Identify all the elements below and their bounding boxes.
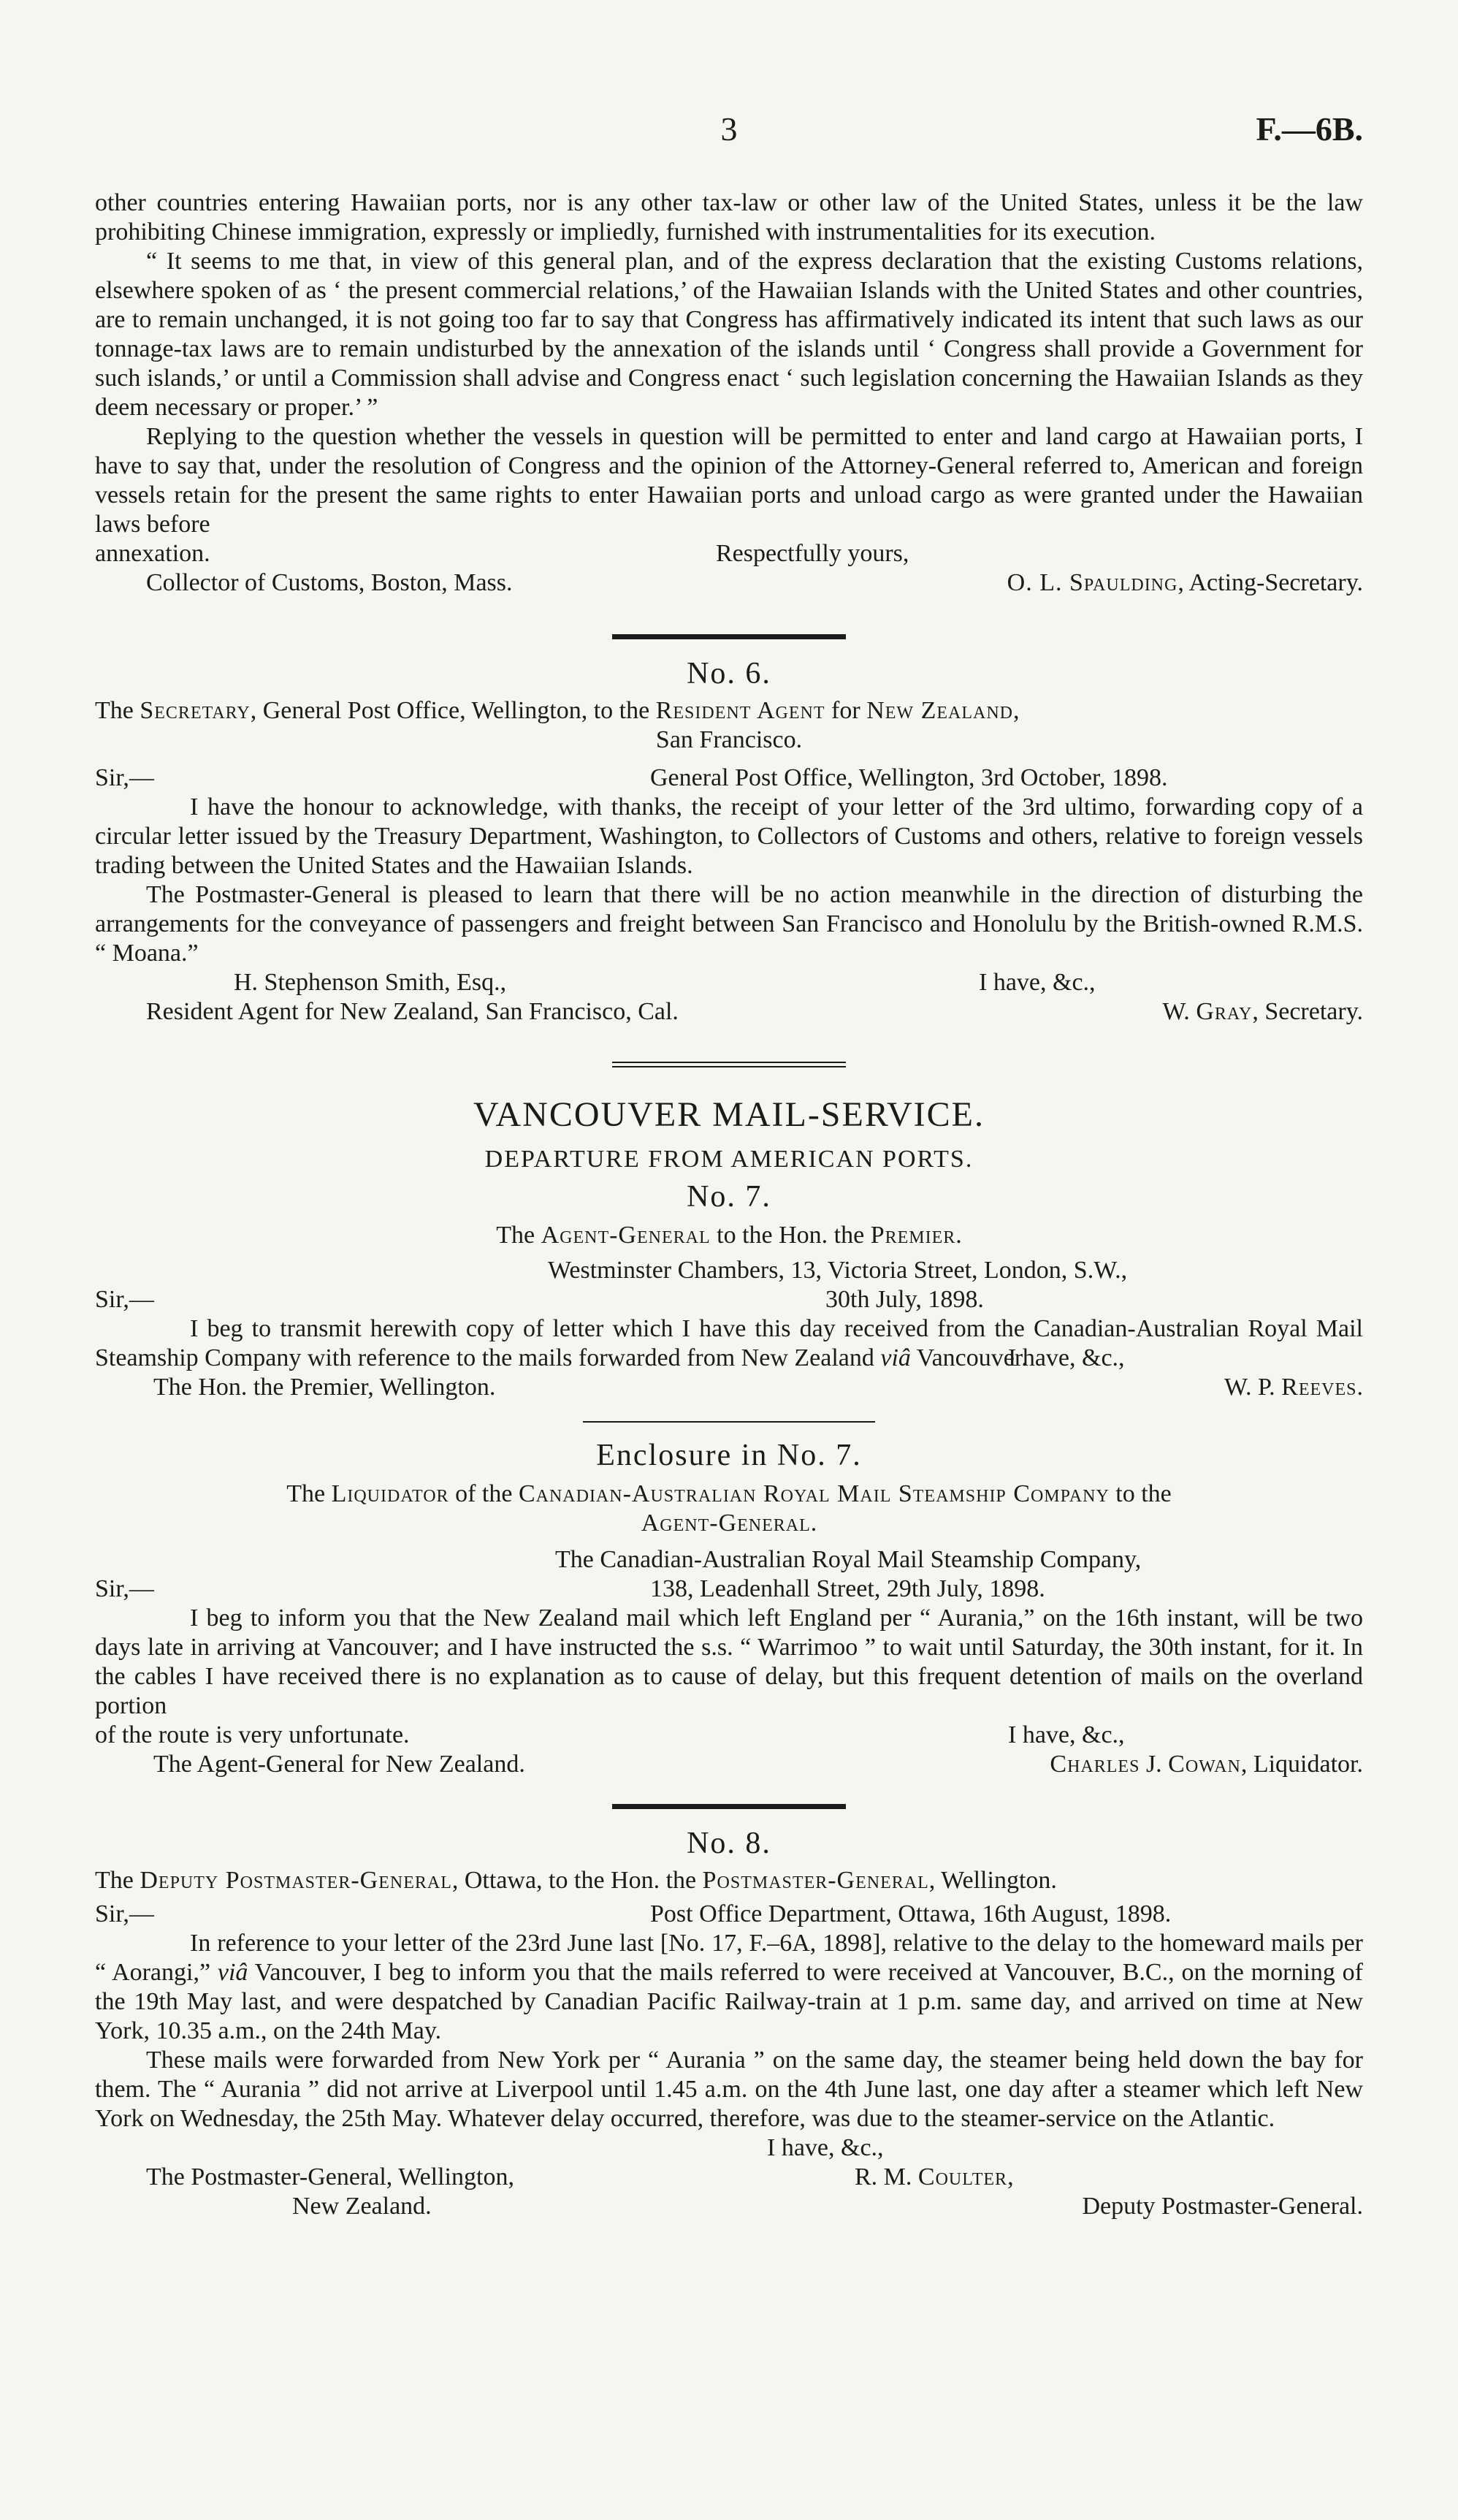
closing-row bbox=[95, 1344, 1363, 1373]
letter-from: The Secretary, General Post Office, Wellington, to the Resident Agent for New Zealand, bbox=[95, 697, 1020, 724]
section-divider bbox=[612, 1062, 846, 1067]
signature-row bbox=[95, 1373, 1363, 1402]
section-divider bbox=[612, 634, 846, 639]
address-line2: 30th July, 1898. bbox=[825, 1286, 984, 1313]
salutation: Sir,— bbox=[95, 1900, 154, 1927]
letter-title: No. 8. bbox=[687, 1827, 771, 1860]
enclosure-title: Enclosure in No. 7. bbox=[596, 1439, 862, 1472]
paragraph: I have the honour to acknowledge, with thanks, the receipt of your letter of the 3rd ultimo, forwarding copy of a circular letter issued by the Treasury Department, Washington, to Collectors of Customs and others, relative to foreign vessels trading between the United States and the Hawaiian Islands. bbox=[95, 793, 1363, 879]
closing: I have, &c., bbox=[1008, 1721, 1125, 1748]
signature: W. Gray, Secretary. bbox=[1162, 998, 1363, 1025]
last-line: of the route is very unfortunate. bbox=[95, 1721, 410, 1748]
signature: O. L. Spaulding, Acting-Secretary. bbox=[1007, 569, 1363, 596]
recipient: The Postmaster-General, Wellington, bbox=[146, 2163, 514, 2190]
recipient: The Agent-General for New Zealand. bbox=[153, 1751, 525, 1778]
recipient-address: Resident Agent for New Zealand, San Francisco, Cal. bbox=[146, 998, 679, 1025]
closing-row bbox=[95, 539, 1363, 568]
closing: I have, &c., bbox=[1008, 1344, 1125, 1371]
recipient-country: New Zealand. bbox=[292, 2193, 432, 2220]
signature-row-2 bbox=[95, 2192, 1363, 2221]
paragraph: I beg to inform you that the New Zealand mail which left England per “ Aurania,” on the 16th instant, will be two days late in arriving at Vancouver; and I have instructed the s.s. “ Warrimoo ” to wait until Saturday, the 30th instant, for it. In the cables I have received there is no explanation as to cause of delay, but this frequent detention of mails on the overland portion bbox=[95, 1604, 1363, 1719]
section-divider bbox=[583, 1421, 875, 1423]
signature-row bbox=[95, 997, 1363, 1027]
vancouver-section bbox=[95, 1094, 1363, 1176]
dateline: Post Office Department, Ottawa, 16th August, 1898. bbox=[650, 1900, 1172, 1927]
paragraph: These mails were forwarded from New York per “ Aurania ” on the same day, the steamer being held down the bay for them. The “ Aurania ” did not arrive at Liverpool until 1.45 a.m. on the 4th June last, one day after a steamer which left New York on Wednesday, the 25th May. Whatever delay occurred, therefore, was due to the steamer-service on the Atlantic. bbox=[95, 2047, 1363, 2132]
salutation: Sir,— bbox=[95, 1286, 154, 1313]
letter-from: The Deputy Postmaster-General, Ottawa, to the Hon. the Postmaster-General, Wellington. bbox=[95, 1867, 1057, 1894]
address-line2: 138, Leadenhall Street, 29th July, 1898. bbox=[650, 1575, 1045, 1602]
letter-from-line2: Agent-General. bbox=[641, 1510, 817, 1537]
dateline-row bbox=[95, 764, 1363, 793]
paragraph: “ It seems to me that, in view of this general plan, and of the express declaration that the existing Customs relations, elsewhere spoken of as ‘ the present commercial relations,’ of the Hawaiian Islands with the United States and other countries, are to remain unchanged, it is not going too far to say that Congress has affirmatively indicated its intent that such laws as our tonnage-tax laws are to remain undisturbed by the annexation of the islands until ‘ Congress shall provide a Government for such islands,’ or until a Commission shall advise and Congress enact ‘ such legislation concerning the Hawaiian Islands as they deem necessary or proper.’ ” bbox=[95, 248, 1363, 421]
address-line1: Westminster Chambers, 13, Victoria Street, London, S.W., bbox=[548, 1257, 1128, 1284]
recipient: The Hon. the Premier, Wellington. bbox=[153, 1374, 496, 1401]
letter-no-7 bbox=[95, 1179, 1363, 1402]
dateline-row bbox=[95, 1900, 1363, 1929]
closing-row bbox=[95, 968, 1363, 997]
recipient: H. Stephenson Smith, Esq., bbox=[234, 969, 507, 996]
paragraph: Replying to the question whether the vessels in question will be permitted to enter and land cargo at Hawaiian ports, I have to say that, under the resolution of Congress and the opinion of the Attorney-General referred to, American and foreign vessels retain for the present the same rights to enter Hawaiian ports and unload cargo as were granted under the Hawaiian laws before bbox=[95, 423, 1363, 538]
page-number: 3 bbox=[720, 110, 738, 148]
signature-title: Deputy Postmaster-General. bbox=[1082, 2193, 1363, 2220]
letter-no-6 bbox=[95, 655, 1363, 1027]
salutation: Sir,— bbox=[95, 764, 154, 791]
letter-from: The Agent-General to the Hon. the Premier. bbox=[496, 1222, 962, 1249]
paragraph: In reference to your letter of the 23rd June last [No. 17, F.–6A, 1898], relative to the delay to the homeward mails per “ Aorangi,” viâ Vancouver, I beg to inform you that the mails referred to were received at Vancouver, B.C., on the morning of the 19th May last, and were despatched by Canadian Pacific Railway-train at 1 p.m. same day, and arrived on time at New York, 10.35 a.m., on the 24th May. bbox=[95, 1930, 1363, 2044]
closing: I have, &c., bbox=[979, 969, 1096, 996]
signature-row bbox=[95, 1750, 1363, 1779]
address-line1: The Canadian-Australian Royal Mail Steamship Company, bbox=[555, 1546, 1142, 1573]
section-divider bbox=[612, 1804, 846, 1809]
closing-left: annexation. bbox=[95, 540, 210, 567]
signature: Charles J. Cowan, Liquidator. bbox=[1050, 1751, 1363, 1778]
salutation: Sir,— bbox=[95, 1575, 154, 1602]
closing-right: Respectfully yours, bbox=[716, 540, 909, 567]
signature: W. P. Reeves. bbox=[1224, 1374, 1363, 1401]
letter-title: No. 6. bbox=[687, 657, 771, 690]
letter-from-line2: San Francisco. bbox=[655, 726, 803, 753]
enclosure-no-7 bbox=[95, 1437, 1363, 1779]
paragraph: The Postmaster-General is pleased to learn that there will be no action meanwhile in the direction of disturbing the arrangements for the conveyance of passengers and freight between San Francisco and Honolulu by the British-owned R.M.S. “ Moana.” bbox=[95, 881, 1363, 967]
dateline-row bbox=[95, 1575, 1363, 1604]
signature-row bbox=[95, 2163, 1363, 2192]
closing-row bbox=[95, 2133, 1363, 2163]
continued-letter bbox=[95, 189, 1363, 598]
signature-row bbox=[95, 568, 1363, 598]
letter-title: No. 7. bbox=[687, 1180, 771, 1214]
dateline-row bbox=[95, 1285, 1363, 1314]
letter-no-8 bbox=[95, 1825, 1363, 2221]
page-content bbox=[95, 189, 1363, 2221]
page-reference: F.—6B. bbox=[1256, 110, 1363, 148]
dateline: General Post Office, Wellington, 3rd October, 1898. bbox=[650, 764, 1168, 791]
section-title: VANCOUVER MAIL-SERVICE. bbox=[473, 1095, 985, 1134]
letter-from: The Liquidator of the Canadian-Australian Royal Mail Steamship Company to the bbox=[286, 1480, 1172, 1507]
closing: I have, &c., bbox=[767, 2134, 884, 2161]
signature: R. M. Coulter, bbox=[855, 2163, 1014, 2190]
address-row bbox=[95, 1256, 1363, 1285]
page-header bbox=[95, 110, 1363, 153]
section-subtitle: DEPARTURE FROM AMERICAN PORTS. bbox=[484, 1146, 974, 1173]
address-row bbox=[95, 1545, 1363, 1575]
closing-row bbox=[95, 1721, 1363, 1750]
paragraph: other countries entering Hawaiian ports, nor is any other tax-law or other law of the United States, unless it be the law prohibiting Chinese immigration, expressly or impliedly, furnished with instrumentalities for its execution. bbox=[95, 189, 1363, 245]
paragraph: I beg to transmit herewith copy of letter which I have this day received from the Canadian-Australian Royal Mail Steamship Company with reference to the mails forwarded from New Zealand viâ Vancouver. bbox=[95, 1315, 1363, 1371]
addressee: Collector of Customs, Boston, Mass. bbox=[146, 569, 513, 596]
